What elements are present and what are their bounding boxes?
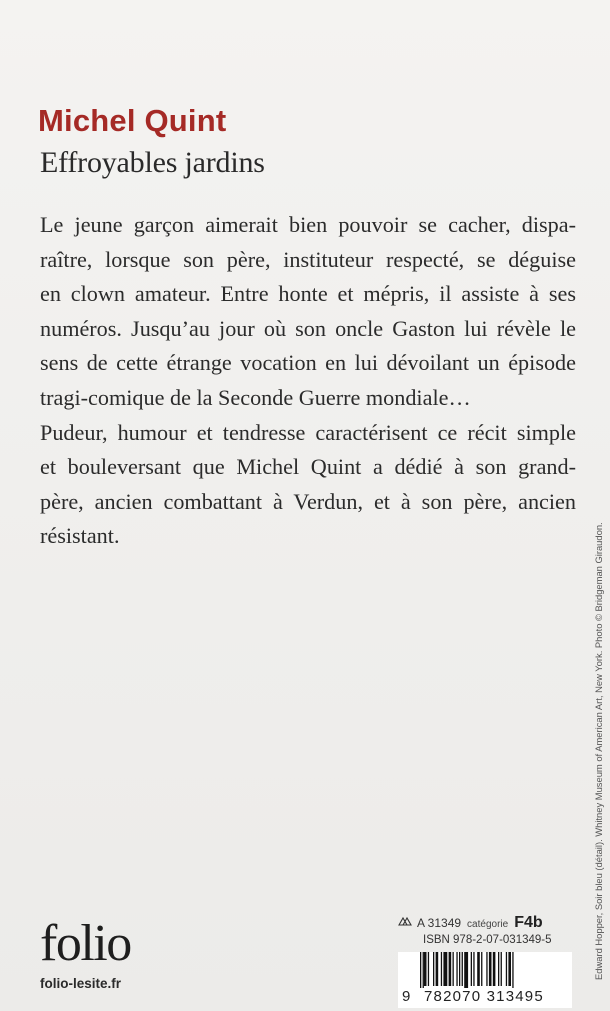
website-link[interactable]: folio-lesite.fr	[40, 976, 122, 991]
barcode-number	[398, 988, 572, 1008]
blurb-line: sens de cette étrange vocation en lui dévoilant un épisode	[40, 350, 576, 376]
author-name: Michel Quint	[38, 103, 227, 138]
blurb-line: Pudeur, humour et tendresse caractérisent ce récit simple	[40, 419, 576, 445]
blurb-line: tragi-comique de la Seconde Guerre mondiale…	[40, 384, 471, 410]
barcode-icon	[418, 952, 558, 990]
blurb-line: en clown amateur. Entre honte et mépris, il assiste à ses	[40, 281, 576, 307]
recycle-mark-icon	[397, 915, 413, 927]
blurb-line: numéros. Jusqu’au jour où son oncle Gaston lui révèle le	[40, 315, 576, 341]
blurb-line: Le jeune garçon aimerait bien pouvoir se cacher, dispa-	[40, 212, 576, 237]
blurb-line: raître, lorsque son père, instituteur respecté, se déguise	[40, 246, 576, 272]
catalog-code-row	[397, 914, 543, 932]
barcode-first-digit: 9	[402, 988, 411, 1005]
folio-logo: folio	[40, 915, 131, 972]
barcode-digits: 782070 313495	[424, 988, 544, 1005]
catalog-code: A 31349	[417, 916, 462, 930]
category-label: catégorie	[467, 919, 509, 930]
blurb-line: père, ancien combattant à Verdun, et à son père, ancien	[40, 488, 576, 514]
book-title: Effroyables jardins	[40, 146, 265, 179]
category-code: F4b	[514, 914, 543, 931]
blurb	[40, 208, 576, 554]
image-credit: Edward Hopper, Soir bleu (détail). Whitney Museum of American Art, New York. Photo © Bridgeman Giraudon.	[593, 522, 604, 980]
blurb-line: résistant.	[40, 523, 120, 549]
isbn: ISBN 978-2-07-031349-5	[423, 934, 552, 946]
blurb-line: et bouleversant que Michel Quint a dédié à son grand-	[40, 454, 576, 480]
